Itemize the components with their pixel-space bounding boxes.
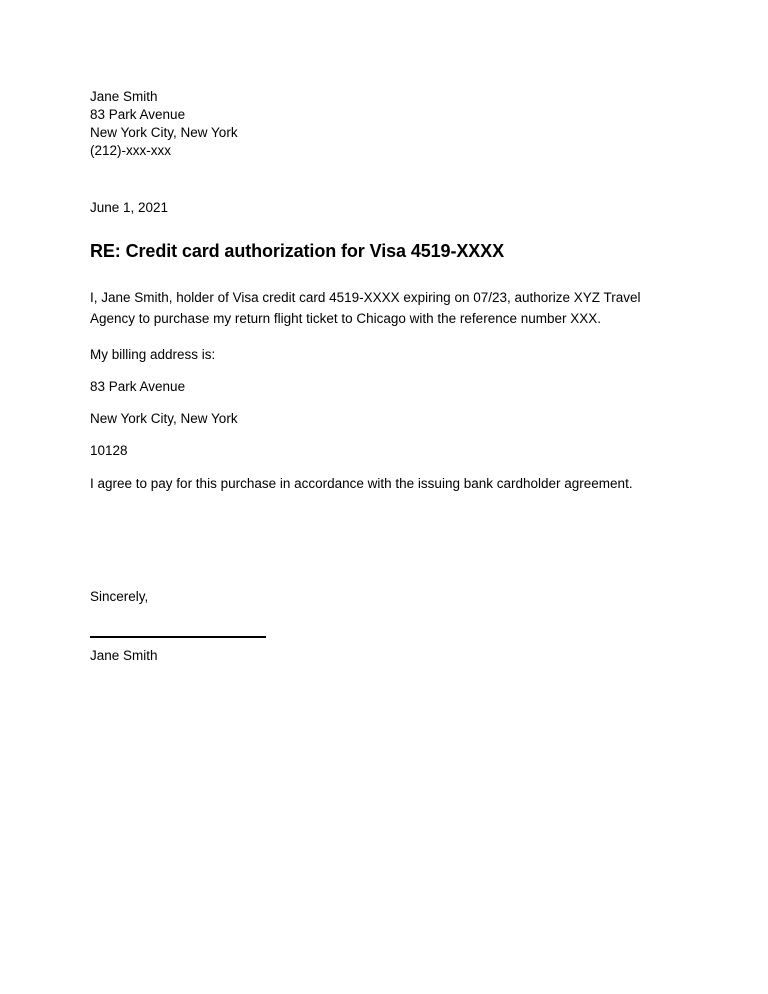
agreement-paragraph: I agree to pay for this purchase in accordance with the issuing bank cardholder agreement. [90,476,633,491]
sender-name: Jane Smith [90,89,158,104]
authorization-paragraph: I, Jane Smith, holder of Visa credit card 4519-XXXX expiring on 07/23, authorize XYZ Travel Agency to purchase my return flight ticket to Chicago with the reference number XXX. [90,290,641,326]
closing-salutation: Sincerely, [90,589,149,604]
subject-heading: RE: Credit card authorization for Visa 4519-XXXX [90,241,504,261]
sender-city-state: New York City, New York [90,125,238,140]
billing-address-street: 83 Park Avenue [90,379,186,394]
billing-address-city-state: New York City, New York [90,411,238,426]
sender-street: 83 Park Avenue [90,107,186,122]
sender-phone: (212)-xxx-xxx [90,143,172,158]
billing-address-intro: My billing address is: [90,347,216,362]
signature-name: Jane Smith [90,648,158,663]
letter-body [90,88,670,666]
billing-address-zip: 10128 [90,443,128,458]
letter-date: June 1, 2021 [90,200,169,215]
sender-address-block [90,88,670,160]
